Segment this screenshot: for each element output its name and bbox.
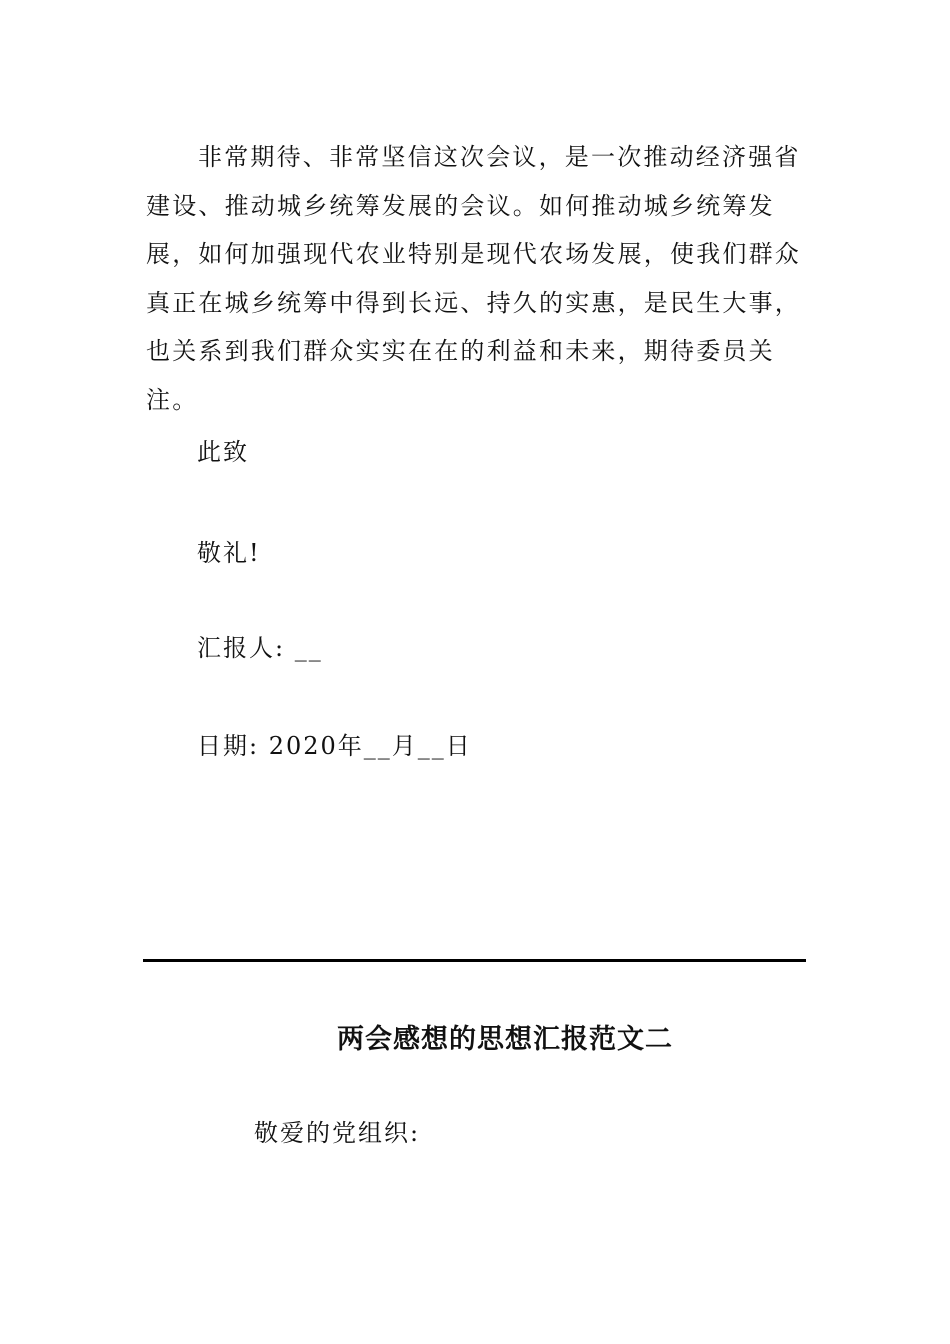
section-divider: [143, 959, 806, 962]
closing-text: 此致: [197, 438, 249, 466]
body-paragraph: 非常期待、非常坚信这次会议，是一次推动经济强省建设、推动城乡统筹发展的会议。如何推动城乡统筹发展，如何加强现代农业特别是现代农场发展，使我们群众真正在城乡统筹中得到长远、持久的实惠，是民生大事，也关系到我们群众实实在在的利益和未来，期待委员关注。: [146, 143, 801, 414]
section-title: 两会感想的思想汇报范文二: [337, 1024, 673, 1055]
salutation-text: 敬礼!: [197, 539, 261, 567]
reporter-line: 汇报人: __: [197, 634, 323, 662]
date-line: 日期: 2020年__月__日: [197, 732, 472, 760]
greeting-text: 敬爱的党组织:: [254, 1119, 421, 1147]
